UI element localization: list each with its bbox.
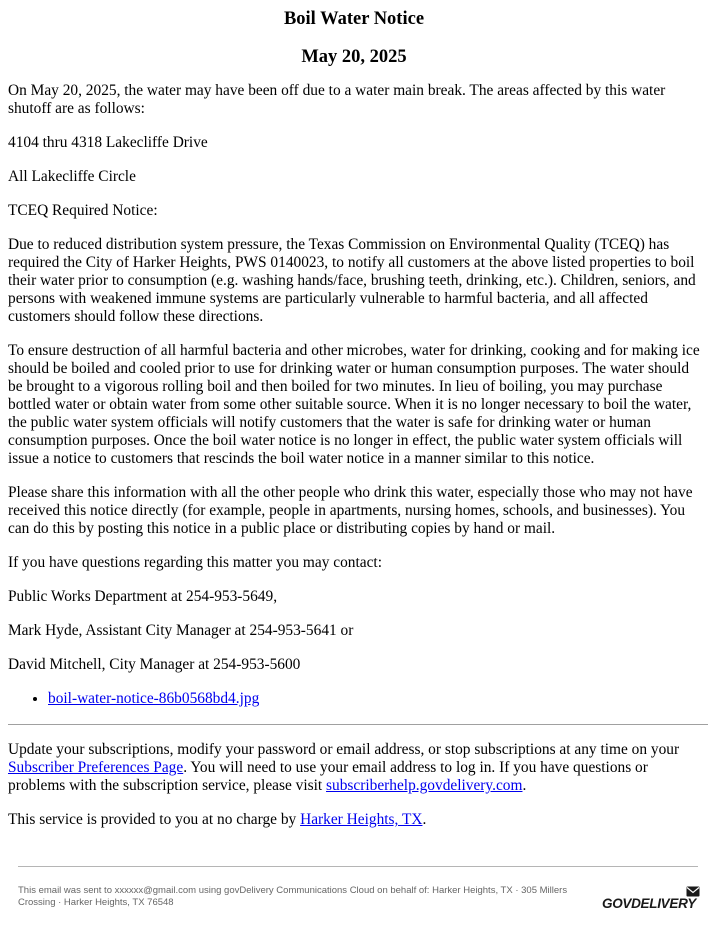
- contact-david-mitchell: David Mitchell, City Manager at 254-953-5600: [8, 656, 301, 673]
- footer-divider: [18, 866, 698, 867]
- contact-intro: If you have questions regarding this matter you may contact:: [8, 554, 382, 571]
- govdelivery-logo[interactable]: [602, 885, 700, 913]
- pressure-paragraph: Due to reduced distribution system pressure, the Texas Commission on Environmental Quality (TCEQ) has required the City of Harker Heights, PWS 0140023, to notify all customers at the above listed properties to boil their water prior to consumption (e.g. washing hands/face, brushing teeth, drinking, etc.). Children, seniors, and persons with weakened immune systems are particularly vulnerable to harmful bacteria, and all affected customers should follow these directions.: [8, 236, 696, 325]
- affected-area-2: All Lakecliffe Circle: [8, 168, 136, 185]
- notice-title: Boil Water Notice: [283, 9, 425, 29]
- service-text: This service is provided to you at no charge by: [8, 811, 301, 828]
- subscriber-help-link[interactable]: subscriberhelp.govdelivery.com: [326, 777, 523, 794]
- attachment-item: [48, 690, 700, 708]
- subscription-text-3: .: [522, 777, 527, 794]
- intro-paragraph: On May 20, 2025, the water may have been off due to a water main break. The areas affected by this water shutoff are as follows:: [8, 82, 666, 117]
- notice-date: May 20, 2025: [301, 47, 407, 67]
- tceq-heading: TCEQ Required Notice:: [8, 202, 158, 219]
- subscription-paragraph: [8, 741, 700, 795]
- harker-heights-link[interactable]: Harker Heights, TX: [300, 811, 423, 828]
- service-end: .: [422, 811, 427, 828]
- contact-public-works: Public Works Department at 254-953-5649,: [8, 588, 278, 605]
- affected-area-1: 4104 thru 4318 Lakecliffe Drive: [8, 134, 208, 151]
- envelope-icon: [686, 885, 700, 903]
- attachment-link[interactable]: boil-water-notice-86b0568bd4.jpg: [48, 690, 260, 707]
- service-paragraph: [8, 811, 700, 829]
- divider: [8, 724, 708, 725]
- subscription-text-2: . You will need to use your email address to log in. If you have questions or problems with the subscription service, please visit: [8, 759, 648, 794]
- subscription-text-1: Update your subscriptions, modify your password or email address, or stop subscriptions at any time on your: [8, 741, 680, 758]
- footer-disclaimer: This email was sent to xxxxxx@gmail.com using govDelivery Communications Cloud on behalf of: Harker Heights, TX · 305 Millers Crossing · Harker Heights, TX 76548: [18, 885, 568, 908]
- contact-mark-hyde: Mark Hyde, Assistant City Manager at 254-953-5641 or: [8, 622, 354, 639]
- subscriber-preferences-link[interactable]: Subscriber Preferences Page: [8, 759, 184, 776]
- boil-instructions-paragraph: To ensure destruction of all harmful bacteria and other microbes, water for drinking, cooking and for making ice should be boiled and cooled prior to use for drinking water or human consumption purposes. The water should be brought to a vigorous rolling boil and then boiled for two minutes. In lieu of boiling, you may purchase bottled water or obtain water from some other suitable source. When it is no longer necessary to boil the water, the public water system officials will notify customers that the water is safe for drinking water or human consumption purposes. Once the boil water notice is no longer in effect, the public water system officials will issue a notice to customers that rescinds the boil water notice in a manner similar to this notice.: [8, 342, 700, 467]
- share-paragraph: Please share this information with all the other people who drink this water, especially those who may not have received this notice directly (for example, people in apartments, nursing homes, schools, and businesses). You can do this by posting this notice in a public place or distributing copies by hand or mail.: [8, 484, 693, 537]
- attachment-list: [8, 690, 700, 708]
- logo-wordmark: GOVDELIVERY: [602, 896, 696, 911]
